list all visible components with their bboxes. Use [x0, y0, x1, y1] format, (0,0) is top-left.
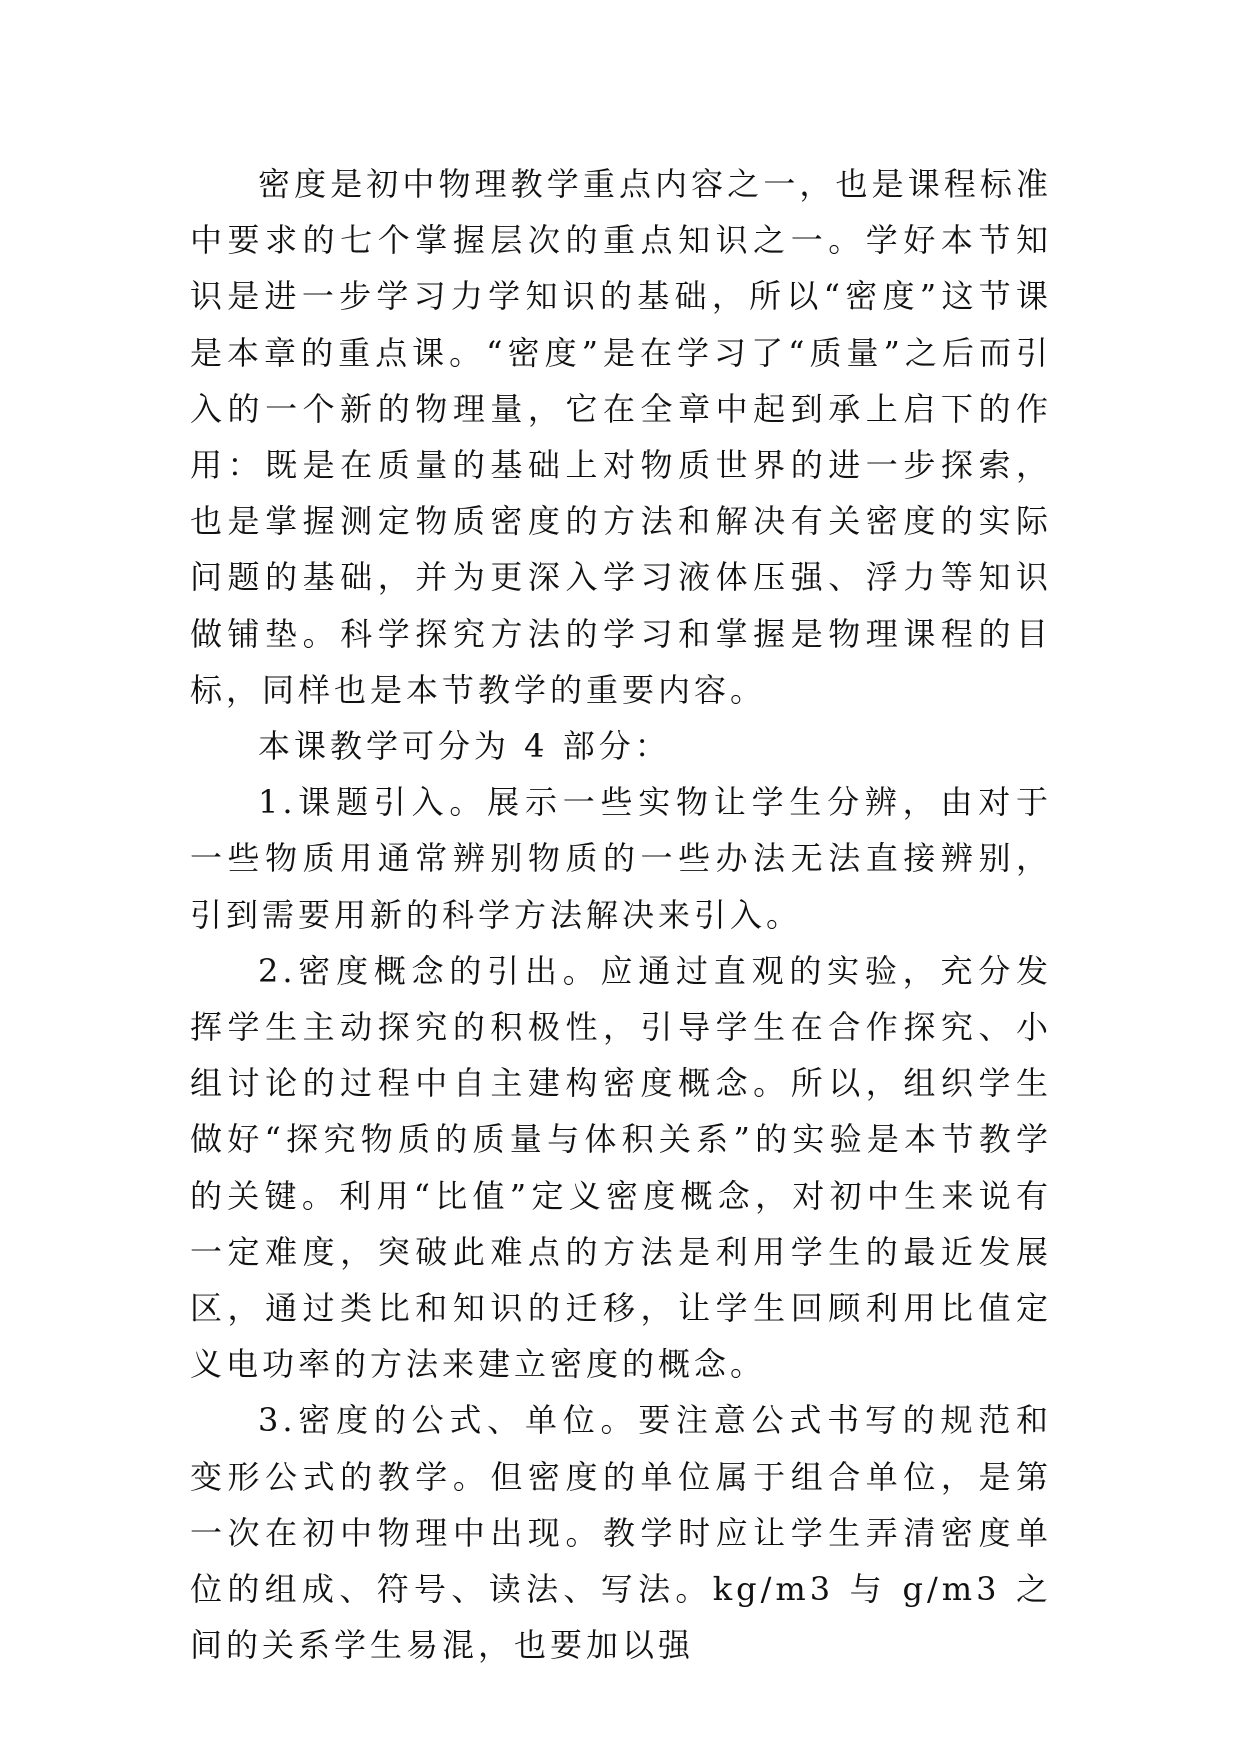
paragraph-lesson-parts: 本课教学可分为 4 部分：: [258, 727, 671, 766]
paragraph-density-overview: 密度是初中物理教学重点内容之一，也是课程标准中要求的七个掌握层次的重点知识之一。学好本节知识是进一步学习力学知识的基础，所以“密度”这节课是本章的重点课。“密度”是在学习了“质量”之后而引入的一个新的物理量，它在全章中起到承上启下的作用：既是在质量的基础上对物质世界的进一步探索，也是掌握测定物质密度的方法和解决有关密度的实际问题的基础，并为更深入学习液体压强、浮力等知识做铺垫。科学探究方法的学习和掌握是物理课程的目标，同样也是本节教学的重要内容。: [190, 165, 1052, 709]
document-page: [190, 0, 1052, 1673]
paragraph-part-1-introduction: 1.课题引入。展示一些实物让学生分辨，由对于一些物质用通常辨别物质的一些办法无法直接辨别，引到需要用新的科学方法解决来引入。: [190, 783, 1052, 934]
paragraph-part-2-concept: 2.密度概念的引出。应通过直观的实验，充分发挥学生主动探究的积极性，引导学生在合作探究、小组讨论的过程中自主建构密度概念。所以，组织学生做好“探究物质的质量与体积关系”的实验是本节教学的关键。利用“比值”定义密度概念，对初中生来说有一定难度，突破此难点的方法是利用学生的最近发展区，通过类比和知识的迁移，让学生回顾利用比值定义电功率的方法来建立密度的概念。: [190, 951, 1052, 1384]
paragraph-part-3-formula-units: 3.密度的公式、单位。要注意公式书写的规范和变形公式的教学。但密度的单位属于组合单位，是第一次在初中物理中出现。教学时应让学生弄清密度单位的组成、符号、读法、写法。kg/m3 与 g/m3 之间的关系学生易混，也要加以强: [190, 1401, 1052, 1665]
document-body: [190, 156, 1052, 1673]
